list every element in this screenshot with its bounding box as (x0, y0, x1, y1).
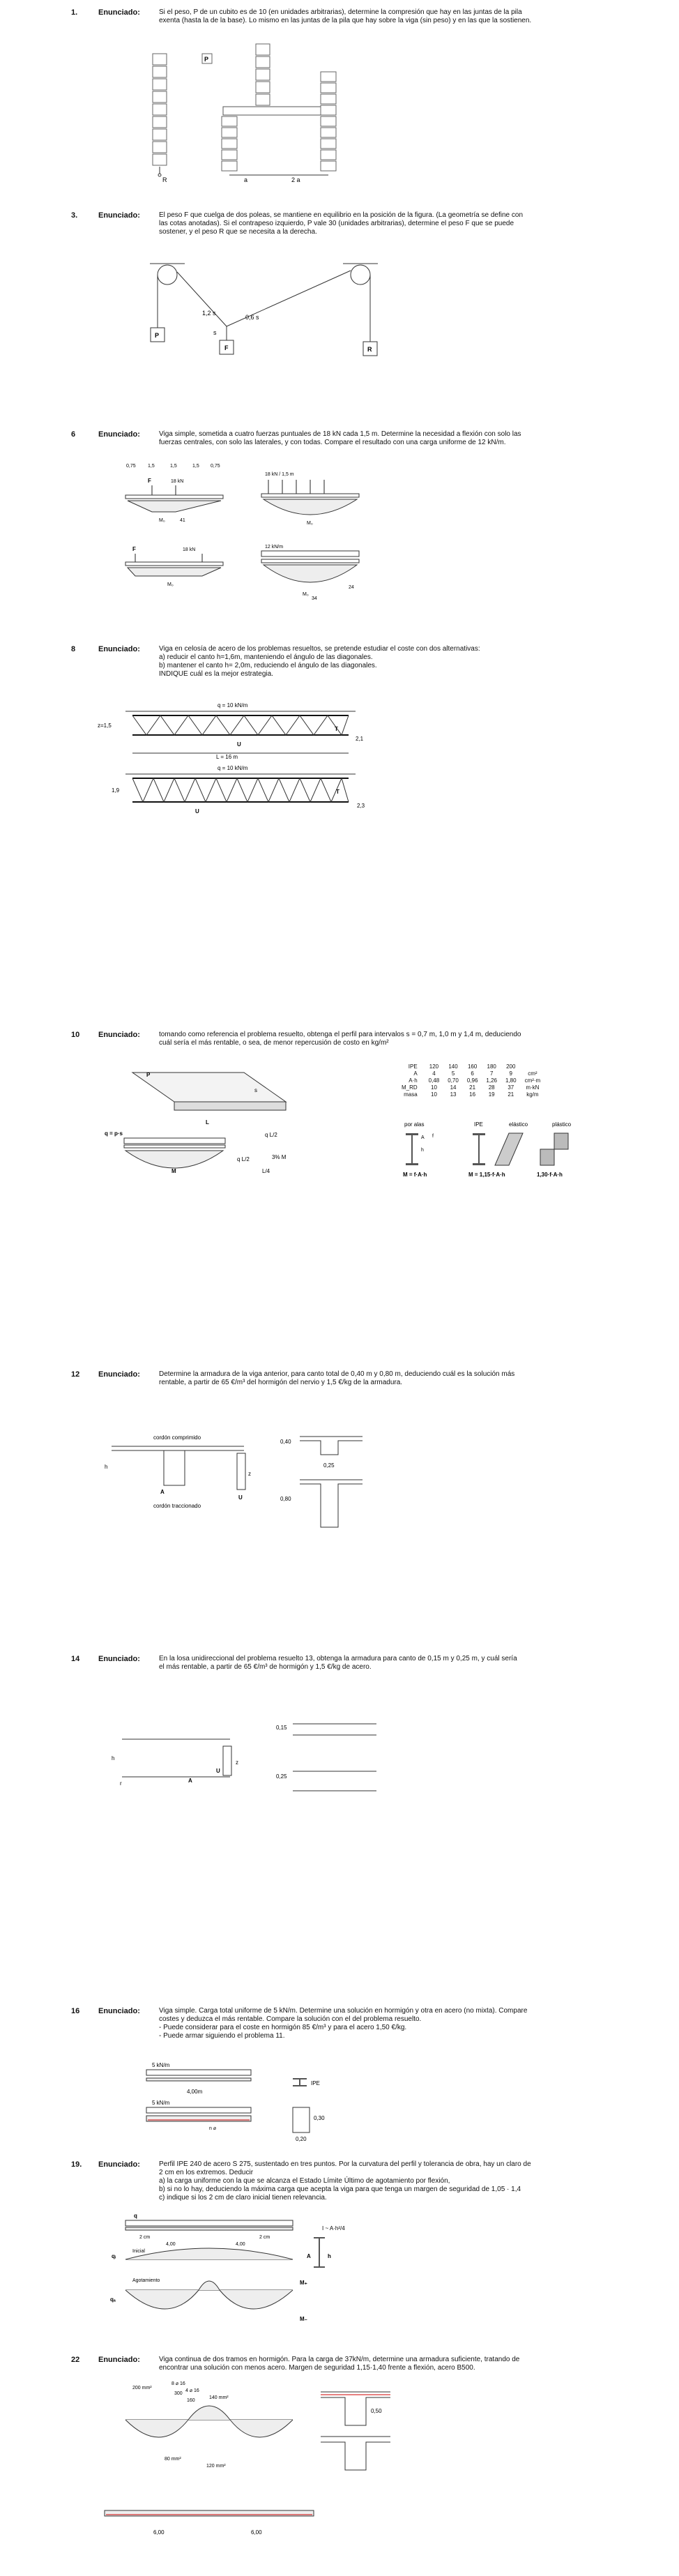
svg-text:120 mm²: 120 mm² (206, 2464, 226, 2469)
svg-text:R: R (367, 346, 372, 353)
problem-statement: En la losa unidireccional del problema resuelto 13, obtenga la armadura para canto de 0,15 m y 0,25 m, y cuál sería el más rentable, a partir de 65 €/m³ de hormigón y 1,5 €/kg de acero. (159, 1655, 517, 1671)
svg-text:T: T (336, 789, 340, 795)
svg-text:h: h (328, 2253, 331, 2259)
pulley-right (351, 265, 370, 285)
svg-text:24: 24 (349, 585, 354, 590)
svg-text:200 mm²: 200 mm² (132, 2386, 152, 2391)
svg-text:M: M (171, 1168, 176, 1174)
svg-text:M = 1,15·f·A·h: M = 1,15·f·A·h (468, 1172, 505, 1178)
svg-text:Inicial: Inicial (132, 2249, 145, 2254)
free-pile (153, 54, 167, 165)
svg-text:4,00: 4,00 (236, 2242, 245, 2247)
dim-a: a (244, 176, 248, 183)
svg-text:F: F (132, 546, 136, 552)
svg-text:z: z (236, 1759, 238, 1766)
svg-text:80 mm²: 80 mm² (165, 2457, 181, 2462)
figure-10-slab (0, 1060, 287, 1199)
svg-text:P: P (146, 1072, 151, 1078)
figure-14-slab (0, 1715, 418, 1827)
svg-text:n ⌀: n ⌀ (209, 2126, 217, 2131)
enunciado-label: Enunciado: (98, 2160, 140, 2169)
svg-text:M₀: M₀ (307, 521, 313, 526)
figure-16-beams (0, 2050, 418, 2148)
svg-text:0,25: 0,25 (323, 1462, 335, 1469)
svg-text:h: h (112, 1755, 115, 1761)
support-right-pile (321, 72, 336, 171)
svg-text:300: 300 (174, 2391, 183, 2396)
pulley-left (158, 265, 177, 285)
problem-number: 12 (71, 1370, 80, 1379)
svg-text:4 ⌀ 16: 4 ⌀ 16 (185, 2388, 199, 2393)
problem-number: 22 (71, 2356, 80, 2364)
figure-8-trusses (0, 690, 679, 830)
r-label: R (162, 176, 167, 183)
enunciado-label: Enunciado: (98, 2356, 140, 2364)
svg-text:z=1,5: z=1,5 (98, 722, 112, 729)
p-label: P (204, 56, 209, 63)
svg-text:M₋: M₋ (300, 2316, 307, 2322)
figure-1-block-stacks (0, 38, 679, 185)
problem-number: 10 (71, 1031, 80, 1039)
svg-text:160: 160 (187, 2398, 195, 2403)
svg-text:1,5: 1,5 (148, 464, 155, 469)
svg-text:12 kN/m: 12 kN/m (265, 545, 284, 550)
svg-text:A: A (160, 1489, 165, 1495)
problem-statement: Viga simple, sometida a cuatro fuerzas puntuales de 18 kN cada 1,5 m. Determine la necesidad a flexión con solo las fuerzas centrales, con solo las laterales, y con todas. Compare el resultado con una carga uniforme de 12 kN/m. (159, 430, 521, 446)
svg-text:2,1: 2,1 (356, 736, 364, 742)
svg-text:q L/2: q L/2 (265, 1132, 277, 1138)
svg-text:plástico: plástico (552, 1121, 572, 1128)
enunciado-label: Enunciado: (98, 211, 140, 220)
problem-number: 8 (71, 645, 76, 653)
svg-text:s: s (213, 329, 217, 336)
svg-text:140 mm²: 140 mm² (209, 2395, 229, 2400)
beam-pile (256, 44, 270, 105)
svg-text:qₐ: qₐ (110, 2296, 116, 2303)
svg-text:4,00: 4,00 (166, 2242, 176, 2247)
svg-text:1,5: 1,5 (170, 464, 177, 469)
problem-number: 14 (71, 1655, 80, 1663)
svg-text:0,75: 0,75 (126, 464, 136, 469)
svg-text:Agotamiento: Agotamiento (132, 2278, 160, 2283)
svg-text:0,20: 0,20 (296, 2136, 307, 2142)
svg-text:por alas: por alas (404, 1121, 425, 1128)
svg-text:1,2 s: 1,2 s (202, 310, 216, 317)
problem-number: 19. (71, 2160, 82, 2169)
svg-text:h: h (105, 1464, 108, 1470)
problem-statement: Perfil IPE 240 de acero S 275, sustentado en tres puntos. Por la curvatura del perfil y tolerancia de obra, hay un claro de 2 cm en los extremos. Deducir a) la carga uniforme con la que se alcanza el Estado Límite Último de agotamiento por flexión, b) si no lo hay, deduciendo la máxima carga que acepta la viga para que tenga un margen de seguridad de 1,05 · 1,4 c) indique si los 2 cm de claro inicial tienen relevancia. (159, 2160, 531, 2202)
problem-number: 6 (71, 430, 76, 439)
svg-text:1,5: 1,5 (192, 464, 199, 469)
svg-text:U: U (216, 1768, 220, 1774)
svg-text:18 kN / 1,5 m: 18 kN / 1,5 m (265, 472, 294, 477)
figure-6-beams (0, 460, 679, 621)
svg-text:M₀: M₀ (167, 582, 174, 587)
problem-statement: Viga en celosía de acero de los problemas resueltos, se pretende estudiar el coste con dos alternativas: a) reducir el canto h=1,6m, manteniendo el ángulo de las diagonales. b) mantener el canto h= 2,0m, reduciendo el ángulo de las diagonales. INDIQUE cuál es la mejor estrategia. (159, 645, 480, 678)
svg-text:1,30·f·A·h: 1,30·f·A·h (537, 1172, 563, 1178)
enunciado-label: Enunciado: (98, 1655, 140, 1663)
svg-text:M₀: M₀ (159, 518, 165, 523)
svg-text:2 cm: 2 cm (259, 2235, 270, 2240)
svg-text:A: A (421, 1135, 425, 1140)
problem-number: 16 (71, 2007, 80, 2015)
svg-text:U: U (195, 808, 199, 815)
svg-text:M₊: M₊ (300, 2280, 307, 2286)
problem-number: 1. (71, 8, 78, 17)
figure-3-pulleys (0, 251, 679, 377)
svg-text:18 kN: 18 kN (171, 479, 184, 484)
svg-text:A: A (188, 1778, 192, 1784)
enunciado-label: Enunciado: (98, 1031, 140, 1039)
svg-text:U: U (238, 1494, 243, 1501)
problem-statement: Viga simple. Carga total uniforme de 5 kN/m. Determine una solución en hormigón y otra en acero (no mixta). Compare costes y deduzca el más rentable. Compare la solución con el del problema resuelto. - Puede considerar para el coste en hormigón 85 €/m³ y para el acero 1,50 €/kg. - Puede armar siguiendo el problema 11. (159, 2007, 528, 2040)
svg-text:cordón traccionado: cordón traccionado (153, 1503, 201, 1509)
svg-text:18 kN: 18 kN (183, 547, 196, 552)
svg-text:q L/2: q L/2 (237, 1156, 250, 1162)
svg-text:r: r (120, 1780, 122, 1787)
svg-text:L/4: L/4 (262, 1168, 270, 1174)
svg-text:q = 10 kN/m: q = 10 kN/m (218, 765, 248, 771)
ipe-table: IPE 120 140 160 180 200 A 4 5 6 7 9 cm² A·h 0,48 0,70 0,96 1,26 1,80 cm²·m M_RD 10 14 21 28 37 m·kN masa 10 13 16 19 21 kg/m (402, 1063, 541, 1098)
beam (223, 107, 335, 115)
svg-text:L = 16 m: L = 16 m (216, 754, 238, 760)
svg-text:2 cm: 2 cm (139, 2235, 151, 2240)
svg-text:s: s (254, 1087, 257, 1093)
enunciado-label: Enunciado: (98, 8, 140, 17)
enunciado-label: Enunciado: (98, 645, 140, 653)
figure-22-beam (0, 2378, 418, 2545)
svg-text:h: h (421, 1148, 424, 1153)
svg-text:6,00: 6,00 (251, 2529, 262, 2536)
problem-number: 3. (71, 211, 78, 220)
svg-text:z: z (248, 1471, 251, 1477)
figure-10-sections (390, 1119, 669, 1196)
svg-text:6,00: 6,00 (153, 2529, 165, 2536)
svg-text:0,6 s: 0,6 s (245, 314, 259, 321)
svg-text:q = 10 kN/m: q = 10 kN/m (218, 702, 248, 709)
svg-text:5 kN/m: 5 kN/m (152, 2100, 170, 2106)
svg-text:0,75: 0,75 (211, 464, 220, 469)
svg-text:IPE: IPE (474, 1121, 483, 1128)
svg-text:0,40: 0,40 (280, 1439, 291, 1445)
svg-text:qᵢ: qᵢ (112, 2253, 116, 2259)
svg-text:0,15: 0,15 (276, 1725, 287, 1731)
svg-text:5 kN/m: 5 kN/m (152, 2062, 170, 2068)
svg-text:q: q (134, 2213, 137, 2219)
svg-text:cordón comprimido: cordón comprimido (153, 1434, 201, 1441)
problem-statement: Si el peso, P de un cubito es de 10 (en unidades arbitrarias), determine la compresión que hay en las juntas de la pila exenta (hasta la de la base). Lo mismo en las juntas de la pila que hay sobre la viga (sin peso) y en las que la sostienen. (159, 8, 532, 24)
svg-text:elástico: elástico (509, 1121, 528, 1128)
svg-text:1,9: 1,9 (112, 787, 120, 794)
svg-text:41: 41 (180, 518, 185, 523)
enunciado-label: Enunciado: (98, 430, 140, 439)
svg-text:M = f·A·h: M = f·A·h (403, 1172, 427, 1178)
dim-2a: 2 a (291, 176, 300, 183)
problem-statement: Determine la armadura de la viga anterior, para canto total de 0,40 m y 0,80 m, deduciendo cuál es la solución más rentable, a partir de 65 €/m³ del hormigón del nervio y 1,5 €/kg de la armadura. (159, 1370, 515, 1386)
figure-12-tbeam (0, 1423, 418, 1562)
problem-statement: Viga continua de dos tramos en hormigón. Para la carga de 37kN/m, determine una armadura suficiente, tratando de encontrar una solución con menos acero. Margen de seguridad 1,15·1,40 frente a flexión, acero B500. (159, 2356, 520, 2372)
svg-text:f: f (432, 1134, 434, 1139)
support-left-pile (222, 116, 237, 171)
svg-text:4,00m: 4,00m (187, 2089, 203, 2095)
svg-text:T: T (335, 726, 338, 732)
svg-text:8 ⌀ 16: 8 ⌀ 16 (171, 2381, 185, 2386)
svg-text:A: A (307, 2253, 311, 2259)
svg-text:IPE: IPE (311, 2080, 320, 2086)
svg-text:M₀: M₀ (303, 592, 309, 597)
svg-text:I ~ A·h²/4: I ~ A·h²/4 (322, 2225, 345, 2232)
svg-text:3% M: 3% M (272, 1154, 287, 1160)
enunciado-label: Enunciado: (98, 1370, 140, 1379)
svg-text:F: F (148, 478, 151, 484)
svg-text:0,25: 0,25 (276, 1773, 287, 1780)
svg-text:F: F (224, 344, 229, 351)
svg-text:2,3: 2,3 (357, 803, 365, 809)
svg-text:0,80: 0,80 (280, 1496, 291, 1502)
svg-text:0,50: 0,50 (371, 2408, 382, 2414)
svg-text:P: P (155, 332, 160, 339)
problem-statement: tomando como referencia el problema resuelto, obtenga el perfil para intervalos s = 0,7 m, 1,0 m y 1,4 m, deduciendo cuál sería el más rentable, o sea, de menor repercusión de costo en kg/m² (159, 1031, 521, 1047)
svg-text:34: 34 (312, 596, 317, 601)
enunciado-label: Enunciado: (98, 2007, 140, 2015)
svg-text:U: U (237, 741, 241, 748)
problem-statement: El peso F que cuelga de dos poleas, se mantiene en equilibrio en la posición de la figura. (La geometría se define con las cotas anotadas). Si el contrapeso izquierdo, P vale 30 (unidades arbitrarias), determine el peso F que se puede sostener, y el peso R que se necesita a la derecha. (159, 211, 524, 236)
figure-19-continuous-beam (0, 2209, 418, 2335)
svg-text:L: L (206, 1119, 209, 1126)
svg-text:q = p·s: q = p·s (105, 1130, 123, 1137)
svg-text:0,30: 0,30 (314, 2115, 325, 2121)
